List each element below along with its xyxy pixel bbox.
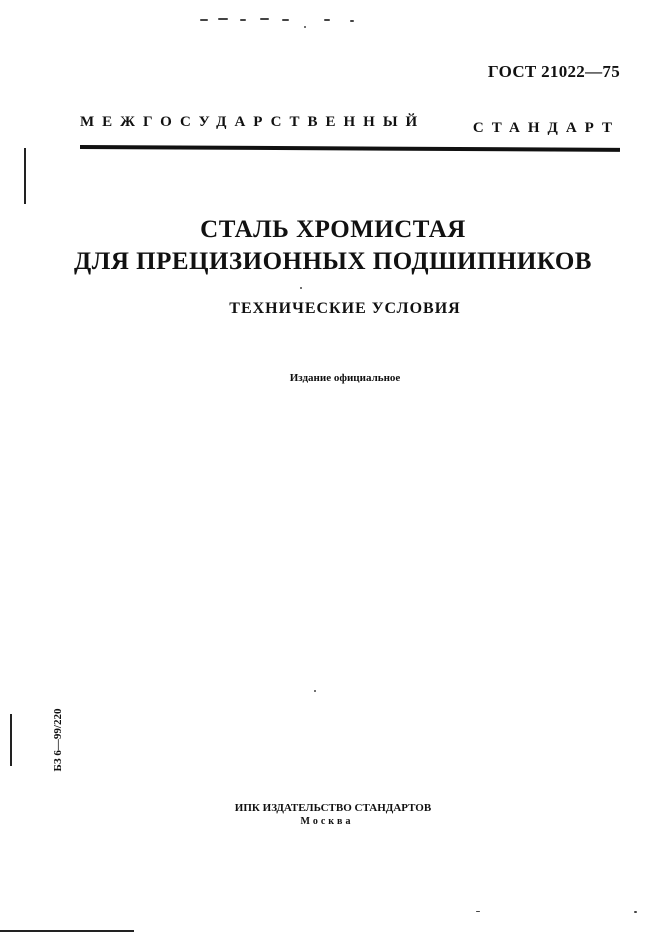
scan-speck xyxy=(350,20,354,22)
publisher-name: ИПК ИЗДАТЕЛЬСТВО СТАНДАРТОВ xyxy=(234,802,432,814)
title-line-2: ДЛЯ ПРЕЦИЗИОННЫХ ПОДШИПНИКОВ xyxy=(74,248,592,275)
margin-mark xyxy=(24,148,26,204)
side-code: БЗ 6—99/220 xyxy=(52,708,64,772)
bottom-edge-line xyxy=(0,930,134,932)
header-rule xyxy=(80,145,620,152)
document-title xyxy=(0,214,666,278)
scan-speck xyxy=(240,19,246,21)
scan-speck xyxy=(324,19,330,21)
scan-speck xyxy=(314,690,316,692)
scan-speck xyxy=(218,18,228,20)
scan-speck xyxy=(304,26,306,28)
margin-mark xyxy=(10,714,12,766)
scan-speck xyxy=(282,19,289,21)
publisher-city: Москва xyxy=(300,816,354,827)
edition-note: Издание официальное xyxy=(289,372,401,384)
title-line-1: СТАЛЬ ХРОМИСТАЯ xyxy=(200,216,466,243)
scan-artifacts xyxy=(200,16,370,26)
scan-speck xyxy=(300,287,302,289)
header-standard: СТАНДАРТ xyxy=(472,120,620,136)
document-subtitle: ТЕХНИЧЕСКИЕ УСЛОВИЯ xyxy=(229,300,461,317)
header-interstate: МЕЖГОСУДАРСТВЕННЫЙ xyxy=(80,114,426,130)
standard-header xyxy=(80,114,620,154)
scan-speck xyxy=(260,18,269,20)
scan-speck xyxy=(634,911,637,913)
gost-number: ГОСТ 21022—75 xyxy=(487,62,620,81)
scan-speck xyxy=(476,911,480,912)
scan-speck xyxy=(200,19,208,21)
